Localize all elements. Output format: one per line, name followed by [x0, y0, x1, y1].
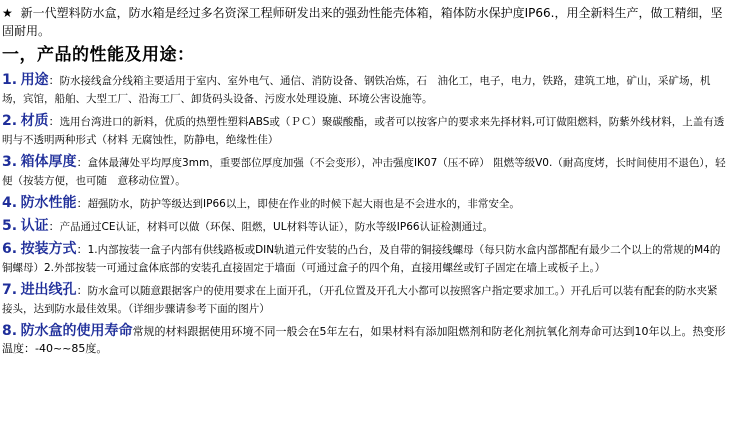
- item-heading: 认证: [20, 218, 49, 234]
- item-heading: 防水盒的使用寿命: [20, 323, 133, 339]
- item-material: [2, 113, 727, 149]
- intro-paragraph: [2, 4, 727, 40]
- item-heading: 进出线孔: [20, 282, 77, 298]
- section-title: 一，产品的性能及用途：: [2, 45, 195, 65]
- item-number: 6.: [2, 241, 18, 257]
- item-number: 7.: [2, 282, 18, 298]
- item-number: 4.: [2, 195, 18, 211]
- item-heading: 用途: [20, 72, 49, 88]
- star-icon: ★: [2, 6, 13, 20]
- item-service-life: [2, 323, 727, 357]
- item-thickness: [2, 154, 727, 190]
- item-body: 盒体最薄处平均厚度3mm，重要部位厚度加强（不会变形），冲击强度IK07（压不碎） 阻燃等级V0.（耐高度烤，长时间使用不退色），轻便（按装方便，也可随 意移动位置）。: [2, 157, 726, 187]
- item-installation: [2, 241, 727, 277]
- item-cable-holes: [2, 282, 727, 318]
- item-heading: 箱体厚度: [20, 154, 77, 170]
- item-body: 选用台湾进口的新料，优质的热塑性塑料ABS或（ＰＣ）聚碳酸酯，或者可以按客户的要求来先择材料,可订做阻燃料，防紫外线材料，上盖有透明与不透明两种形式（材料 无腐蚀性，防静电，绝缘性佳）: [2, 116, 725, 146]
- intro-text: 新一代塑料防水盒，防水箱是经过多名资深工程师研发出来的强劲性能壳体箱，箱体防水保护度IP66.，用全新料生产，做工精细，坚固耐用。: [2, 6, 723, 38]
- item-colon: ：: [76, 197, 88, 210]
- item-usage: [2, 72, 727, 108]
- item-body: 1.内部按装一盒子内部有供线路板或DIN轨道元件安装的凸台，及自带的铜接线螺母（每只防水盒内部都配有最少二个以上的常规的M4的铜螺母）2.外部按装一可通过盒体底部的安装孔直接固定于墙面（可通过盒子的四个角，直接用螺丝或钉子固定在墙上或板子上。）: [2, 244, 721, 274]
- item-certification: [2, 218, 727, 236]
- item-colon: ：: [48, 115, 60, 128]
- item-body: 超强防水，防护等级达到IP66以上，即使在作业的时候下起大雨也是不会进水的，非常安全。: [87, 198, 520, 210]
- item-number: 3.: [2, 154, 18, 170]
- item-colon: ：: [76, 243, 88, 256]
- item-number: 2.: [2, 113, 18, 129]
- item-colon: ：: [76, 284, 88, 297]
- item-body: 防水接线盒分线箱主要适用于室内、室外电气、通信、消防设备、钢铁冶炼，石 油化工，电子，电力，铁路，建筑工地，矿山，采矿场，机场，宾馆，船舶、大型工厂、沿海工厂、卸货码头设备、污废水处理设施、环境公害设施等。: [2, 75, 711, 105]
- item-colon: ：: [76, 156, 88, 169]
- item-number: 8.: [2, 323, 18, 339]
- item-body: 防水盒可以随意跟据客户的使用要求在上面开孔，（开孔位置及开孔大小都可以按照客户指定要求加工。）开孔后可以装有配套的防水夹紧接头，达到防水最佳效果。（详细步骤请参考下面的图片）: [2, 285, 718, 315]
- item-colon: ：: [48, 220, 60, 233]
- item-colon: ：: [48, 74, 60, 87]
- item-heading: 按装方式: [20, 241, 77, 257]
- item-number: 5.: [2, 218, 18, 234]
- item-body: 常规的材料跟据使用环境不同一般会在5年左右，如果材料有添加阻燃剂和防老化剂抗氧化剂寿命可达到10年以上。热变形温度：-40~~85度。: [2, 325, 726, 355]
- item-number: 1.: [2, 72, 18, 88]
- item-waterproof: [2, 195, 727, 213]
- item-body: 产品通过CE认证，材料可以做（环保、阻燃，UL材料等认证），防水等级IP66认证检测通过。: [59, 221, 494, 233]
- item-heading: 防水性能: [20, 195, 77, 211]
- item-heading: 材质: [20, 113, 49, 129]
